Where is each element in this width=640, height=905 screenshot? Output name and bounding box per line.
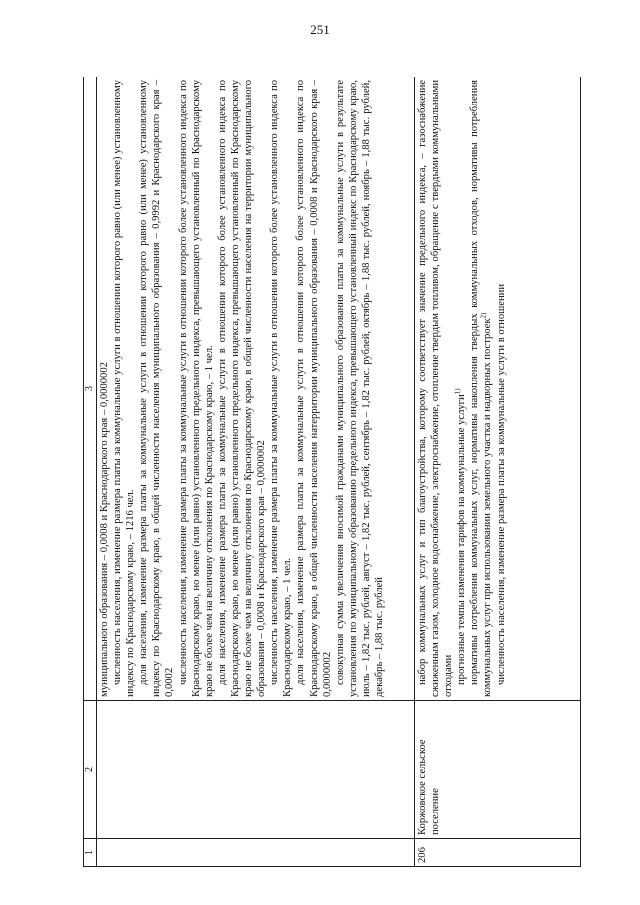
continuation-text-cell [97,77,415,701]
text-paragraph: совокупная сумма увеличения вносимой гражданами муниципального образования платы за коммунальные услуги в результате установления по муниципальному образованию предельного индекса, превышающего установленный индекс по Краснодарскому краю, июль – 1,82 тыс. рублей, август – 1,82 тыс. рублей, сентябрь – 1,82 тыс. рублей, октябрь – 1,88 тыс. рублей, ноябрь – 1,88 тыс. рублей, декабрь – 1,88 тыс. рублей [334,80,385,697]
data-table [83,77,581,867]
continuation-name-cell [97,701,415,839]
footnote-mark: 2) [479,312,488,319]
tail-paragraph: численность населения, изменение размера платы за коммунальные услуги в отношении [495,283,507,685]
header-col-3: 3 [84,77,97,701]
header-col-2: 2 [84,701,97,839]
forecast-text: прогнозные темпы изменения тарифов на коммунальные услуги [456,394,468,685]
table-header-row [84,77,97,867]
row-number-cell: 206 [415,839,581,867]
forecast-paragraph [455,80,468,697]
table-row [97,77,415,867]
text-paragraph: доля населения, изменение размера платы за коммунальные услуги в отношении которого более установленного индекса по Краснодарскому краю, но менее (или равно) установленного предельного индекса, превышающего установленный по Краснодарскому краю не более чем на величину отклонения по Краснодарскому краю, в общей численности населения на территории муниципального образования – 0,0008 и Краснодарского края – 0,0000002 [216,80,268,697]
text-paragraph: численность населения, изменение размера платы за коммунальные услуги в отношении которого равно (или менее) установленному индексу по Краснодарскому краю, – 1216 чел. [112,80,137,697]
norms-paragraph [468,80,494,697]
footnote-mark: 1) [453,388,462,395]
page-number: 251 [310,22,330,37]
text-paragraph: численность населения, изменение размера платы за коммунальные услуги в отношении которого более установленного индекса по Краснодарскому краю, – 1 чел. [269,80,294,697]
row-text-cell [415,77,581,701]
rotated-table-frame [83,77,581,867]
settlement-name-cell: Корж​овское сельское поселение [415,701,581,839]
text-paragraph: муниципального образования – 0,0008 и Краснодарского края – 0,0000002 [99,362,110,697]
text-paragraph: доля населения, изменение размера платы за коммунальные услуги в отношении которого более установленного индекса по Краснодарскому краю, в общей численности населения натерритории муниципального образования – 0,0008 и Краснодарского края – 0,0000002 [295,80,333,697]
services-paragraph: набор коммунальных услуг и тип благоустройства, которому соответствует значение предельного индекса, – газоснабжение сжиженным газом, холодное водоснабжение, электроснабжение, отопление твердым топливом, обращение с твердыми коммунальными отходами [417,80,455,697]
norms-text: нормативы потребления коммунальных услуг, нормативы накопления твердых коммунальных отходов, нормативы потребления коммунальных услуг при использовании земельного участка и надворных построек [469,80,494,697]
rotated-table-content [83,77,581,867]
table-row-206 [415,77,581,867]
text-paragraph: численность населения, изменение размера платы за коммунальные услуги в отношении которого более установленного индекса по Краснодарскому краю, но менее (или равно) установленного предельного индекса, превышающего установленный по Краснодарскому краю не более чем на величину отклонения по Краснодарскому краю, – 1 чел. [177,80,215,697]
continuation-number-cell [97,839,415,867]
header-col-1: 1 [84,839,97,867]
text-paragraph: доля населения, изменение размера платы за коммунальные услуги в отношении которого равно (или менее) установленному индексу по Краснодарскому краю, в общей численности населения муниципального образования – 0,9992 и Краснодарского края – 0,0002 [138,80,176,697]
